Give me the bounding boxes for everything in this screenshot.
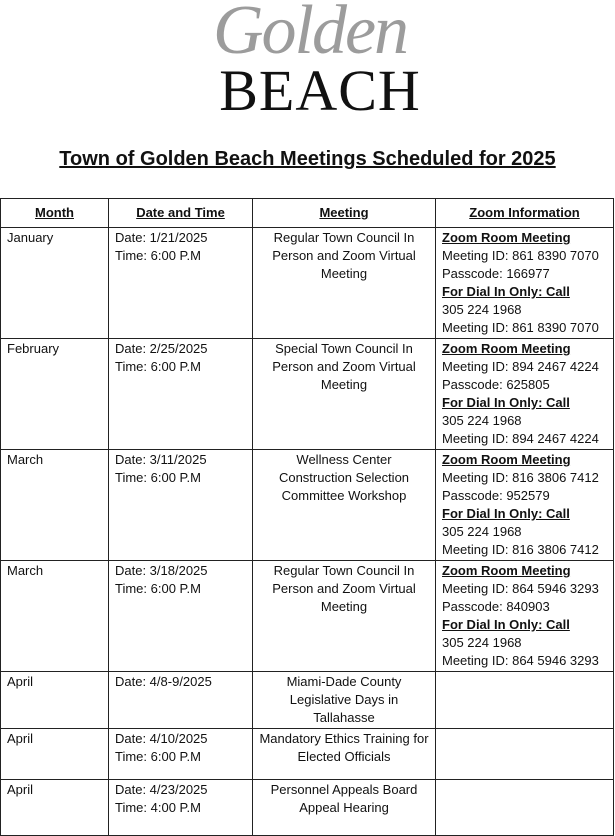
zoom-info-cell xyxy=(436,729,614,780)
meeting-id-text: Meeting ID: 816 3806 7412 xyxy=(442,470,599,485)
meeting-cell: Miami-Dade County Legislative Days in Tallahasse xyxy=(253,672,436,729)
meeting-cell: Special Town Council In Person and Zoom Virtual Meeting xyxy=(253,339,436,450)
meeting-id-text: Meeting ID: 894 2467 4224 xyxy=(442,359,599,374)
dial-in-heading: For Dial In Only: Call xyxy=(442,617,570,632)
document-title: Town of Golden Beach Meetings Scheduled for 2025 xyxy=(59,148,556,170)
dial-meeting-id-text: Meeting ID: 861 8390 7070 xyxy=(442,320,599,335)
logo-wordmark: BEACH xyxy=(219,58,421,123)
time-text: Time: 6:00 P.M xyxy=(115,248,201,263)
meeting-cell: Mandatory Ethics Training for Elected Officials xyxy=(253,729,436,780)
table-row xyxy=(1,561,614,672)
table-row xyxy=(1,780,614,836)
dial-in-heading: For Dial In Only: Call xyxy=(442,284,570,299)
meeting-id-text: Meeting ID: 864 5946 3293 xyxy=(442,581,599,596)
date-time-cell xyxy=(109,561,253,672)
logo-script-text: Golden xyxy=(212,0,408,69)
month-cell: April xyxy=(1,780,109,836)
zoom-info-cell xyxy=(436,228,614,339)
meeting-id-text: Meeting ID: 861 8390 7070 xyxy=(442,248,599,263)
table-row xyxy=(1,228,614,339)
date-text: Date: 1/21/2025 xyxy=(115,230,208,245)
meeting-cell: Personnel Appeals Board Appeal Hearing xyxy=(253,780,436,836)
date-text: Date: 4/10/2025 xyxy=(115,731,208,746)
month-cell: March xyxy=(1,561,109,672)
passcode-text: Passcode: 625805 xyxy=(442,377,550,392)
meetings-table xyxy=(0,198,614,836)
date-text: Date: 2/25/2025 xyxy=(115,341,208,356)
dial-meeting-id-text: Meeting ID: 864 5946 3293 xyxy=(442,653,599,668)
date-text: Date: 3/18/2025 xyxy=(115,563,208,578)
time-text: Time: 6:00 P.M xyxy=(115,749,201,764)
meeting-cell: Wellness Center Construction Selection Committee Workshop xyxy=(253,450,436,561)
month-cell: April xyxy=(1,729,109,780)
date-time-cell xyxy=(109,729,253,780)
date-time-cell xyxy=(109,228,253,339)
meeting-cell: Regular Town Council In Person and Zoom Virtual Meeting xyxy=(253,561,436,672)
date-text: Date: 3/11/2025 xyxy=(115,452,207,467)
header-month: Month xyxy=(1,199,109,228)
dial-in-heading: For Dial In Only: Call xyxy=(442,506,570,521)
dial-meeting-id-text: Meeting ID: 894 2467 4224 xyxy=(442,431,599,446)
dial-meeting-id-text: Meeting ID: 816 3806 7412 xyxy=(442,542,599,557)
zoom-room-heading: Zoom Room Meeting xyxy=(442,563,571,578)
zoom-info-cell xyxy=(436,561,614,672)
zoom-room-heading: Zoom Room Meeting xyxy=(442,452,571,467)
passcode-text: Passcode: 166977 xyxy=(442,266,550,281)
time-text: Time: 6:00 P.M xyxy=(115,359,201,374)
time-text: Time: 6:00 P.M xyxy=(115,470,201,485)
date-text: Date: 4/23/2025 xyxy=(115,782,208,797)
date-time-cell xyxy=(109,450,253,561)
dial-in-heading: For Dial In Only: Call xyxy=(442,395,570,410)
date-time-cell xyxy=(109,672,253,729)
table-header-row xyxy=(1,199,614,228)
zoom-info-cell xyxy=(436,780,614,836)
passcode-text: Passcode: 952579 xyxy=(442,488,550,503)
zoom-info-cell xyxy=(436,339,614,450)
phone-text: 305 224 1968 xyxy=(442,413,522,428)
meeting-cell: Regular Town Council In Person and Zoom Virtual Meeting xyxy=(253,228,436,339)
date-text: Date: 4/8-9/2025 xyxy=(115,674,212,689)
zoom-info-cell xyxy=(436,450,614,561)
phone-text: 305 224 1968 xyxy=(442,302,522,317)
month-cell: April xyxy=(1,672,109,729)
time-text: Time: 6:00 P.M xyxy=(115,581,201,596)
phone-text: 305 224 1968 xyxy=(442,524,522,539)
table-row xyxy=(1,339,614,450)
month-cell: February xyxy=(1,339,109,450)
golden-beach-logo xyxy=(0,0,615,135)
month-cell: March xyxy=(1,450,109,561)
phone-text: 305 224 1968 xyxy=(442,635,522,650)
table-row xyxy=(1,729,614,780)
month-cell: January xyxy=(1,228,109,339)
header-zoom-information: Zoom Information xyxy=(436,199,614,228)
passcode-text: Passcode: 840903 xyxy=(442,599,550,614)
time-text: Time: 4:00 P.M xyxy=(115,800,201,815)
zoom-info-cell xyxy=(436,672,614,729)
header-date-time: Date and Time xyxy=(109,199,253,228)
table-row xyxy=(1,450,614,561)
zoom-room-heading: Zoom Room Meeting xyxy=(442,230,571,245)
table-row xyxy=(1,672,614,729)
header-meeting: Meeting xyxy=(253,199,436,228)
date-time-cell xyxy=(109,339,253,450)
date-time-cell xyxy=(109,780,253,836)
zoom-room-heading: Zoom Room Meeting xyxy=(442,341,571,356)
